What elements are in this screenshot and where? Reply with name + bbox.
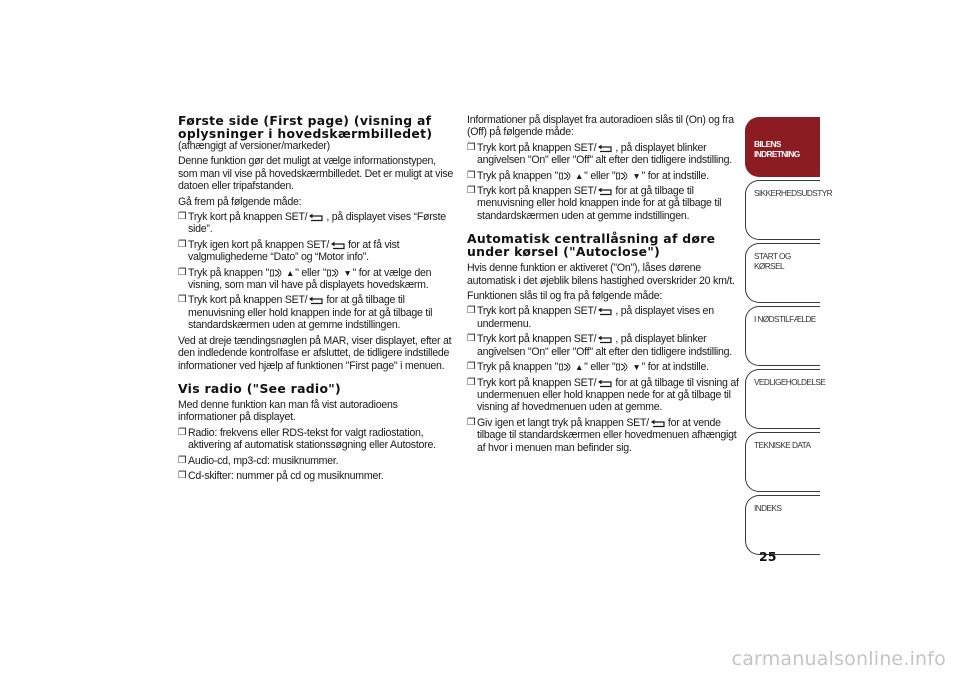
- paragraph: Funktionen slås til og fra på følgende måde:: [467, 290, 663, 303]
- set-return-icon: [597, 307, 614, 316]
- paragraph: Informationer på displayet fra autoradioen slås til (On) og fra (Off) på følgende måde:: [467, 114, 734, 139]
- step-list: [467, 305, 743, 453]
- checkbox-icon: ❒: [467, 185, 476, 197]
- list-item: ❒ Cd-skifter: nummer på cd og musiknummer.: [178, 469, 384, 482]
- paragraph: Hvis denne funktion er aktiveret ("On"), låses dørene automatisk i det øjeblik bilens hastighed overskrider 20 km/t.: [467, 262, 735, 287]
- left-column: [178, 114, 454, 485]
- checkbox-icon: ❒: [467, 333, 476, 345]
- list-item: ❒ Tryk på knappen " ▲" eller " ▼" for at indstille.: [467, 169, 709, 182]
- checkbox-icon: ❒: [178, 211, 187, 223]
- menu-key-icon: [616, 362, 630, 372]
- checkbox-icon: ❒: [467, 376, 476, 388]
- up-arrow-icon: ▲: [574, 362, 584, 373]
- set-return-icon: [330, 241, 347, 250]
- checkbox-icon: ❒: [178, 266, 187, 278]
- set-return-icon: [597, 335, 614, 344]
- tab-label: I NØDSTILFÆLDE: [754, 314, 816, 324]
- tab-i-nodstilfaelde[interactable]: [745, 306, 820, 366]
- menu-key-icon: [616, 171, 630, 181]
- radio-list: [178, 427, 454, 483]
- list-item: ❒ Radio: frekvens eller RDS-tekst for valgt radiostation, aktivering af automatisk stationssøgning eller Autostore.: [178, 426, 436, 452]
- list-item: ❒ Audio-cd, mp3-cd: musiknummer.: [178, 454, 339, 467]
- checkbox-icon: ❒: [178, 294, 187, 306]
- page-number: 25: [759, 549, 777, 564]
- list-item: ❒ Tryk kort på knappen SET/ for at gå tilbage til menuvisning eller hold knappen inde for at gå tilbage til standardskærmen uden at gemme indstillingen.: [467, 185, 722, 222]
- menu-key-icon: [559, 171, 573, 181]
- list-item: ❒ Tryk kort på knappen SET/ , på displayet vises “Første side”.: [178, 211, 446, 236]
- paragraph: Gå frem på følgende måde:: [178, 195, 302, 208]
- checkbox-icon: ❒: [178, 454, 187, 466]
- up-arrow-icon: ▲: [285, 267, 295, 278]
- step-list: [178, 211, 454, 332]
- tab-vedligeholdelse[interactable]: [745, 369, 826, 429]
- tab-start-og-korsel[interactable]: [745, 243, 820, 303]
- list-item: ❒ Tryk kort på knappen SET/ for at gå tilbage til menuvisning eller hold knappen inde for at gå tilbage til standardskærmen uden at gemme indstillingen.: [178, 294, 433, 332]
- tab-label: START OG KØRSEL: [754, 251, 791, 271]
- list-item: ❒ Tryk på knappen " ▲" eller " ▼" for at indstille.: [467, 361, 709, 374]
- set-return-icon: [650, 419, 667, 428]
- tab-label: INDEKS: [754, 503, 782, 513]
- tab-label: VEDLIGEHOLDELSE: [754, 377, 826, 387]
- paragraph: Denne funktion gør det muligt at vælge informationstypen, som man vil vise på hovedskærmbilledet. Det er muligt at vise datoen eller tripafstanden.: [178, 155, 454, 193]
- section-heading-autoclose: Automatisk centrallåsning af døre under kørsel ("Autoclose"): [467, 231, 716, 260]
- tab-tekniske-data[interactable]: [745, 432, 820, 492]
- list-item: ❒ Tryk på knappen " ▲" eller " ▼" for at vælge den visning, som man vil have på displayets hovedskærm.: [178, 266, 432, 292]
- paragraph: Ved at dreje tændingsnøglen på MAR, viser displayet, efter at den indledende kontrolfase er afsluttet, de tidligere indstillede informationer ved hjælp af funktionen "First page" i menuen.: [178, 334, 452, 372]
- tab-label: TEKNISKE DATA: [754, 440, 811, 450]
- checkbox-icon: ❒: [467, 305, 476, 317]
- list-item: ❒ Giv igen et langt tryk på knappen SET/ for at vende tilbage til standardskærmen eller hovedmenuen afhængigt af hvor i menuen man befinder sig.: [467, 416, 737, 454]
- right-column: [467, 114, 743, 457]
- list-item: ❒ Tryk kort på knappen SET/ , på displayet blinker angivelsen "On" eller "Off" alt efter den tidligere indstilling.: [467, 141, 733, 167]
- down-arrow-icon: ▼: [632, 170, 641, 181]
- paragraph: Med denne funktion kan man få vist autoradioens informationer på displayet.: [178, 398, 398, 424]
- checkbox-icon: ❒: [467, 416, 476, 428]
- tab-sikkerhedsudstyr[interactable]: [745, 180, 832, 240]
- tab-bilens-indretning[interactable]: [745, 117, 820, 177]
- section-subheading: (afhængigt af versioner/markeder): [178, 140, 330, 152]
- menu-key-icon: [270, 268, 284, 278]
- chapter-tabs: [745, 117, 832, 558]
- tab-label: SIKKERHEDSUDSTYR: [754, 188, 832, 198]
- menu-key-icon: [559, 362, 573, 372]
- set-return-icon: [597, 144, 614, 153]
- section-heading-see-radio: Vis radio ("See radio"): [178, 380, 342, 396]
- list-item: ❒ Tryk kort på knappen SET/ , på displayet blinker angivelsen "On" eller "Off" alt efter den tidligere indstilling.: [467, 333, 733, 358]
- step-list: [467, 142, 743, 222]
- up-arrow-icon: ▲: [574, 170, 584, 181]
- watermark: carmanualsonline.info: [731, 648, 946, 670]
- list-item: ❒ Tryk kort på knappen SET/ for at gå tilbage til visning af undermenuen eller hold knappen nede for at gå tilbage til visning af hovedmenuen uden at gemme.: [467, 376, 739, 414]
- checkbox-icon: ❒: [467, 141, 476, 153]
- down-arrow-icon: ▼: [343, 267, 352, 278]
- menu-key-icon: [327, 268, 341, 278]
- checkbox-icon: ❒: [178, 469, 187, 481]
- set-return-icon: [308, 296, 325, 305]
- set-return-icon: [597, 187, 614, 196]
- set-return-icon: [597, 379, 614, 388]
- section-heading-first-page: Første side (First page) (visning af oplysninger i hovedskærmbilledet): [178, 113, 433, 141]
- checkbox-icon: ❒: [178, 238, 187, 250]
- checkbox-icon: ❒: [467, 361, 476, 373]
- down-arrow-icon: ▼: [632, 362, 641, 373]
- list-item: ❒ Tryk kort på knappen SET/ , på displayet vises en undermenu.: [467, 305, 714, 330]
- tab-label: BILENS INDRETNING: [754, 139, 800, 159]
- tab-indeks[interactable]: [745, 495, 820, 555]
- set-return-icon: [308, 213, 325, 222]
- checkbox-icon: ❒: [467, 169, 476, 181]
- list-item: ❒ Tryk igen kort på knappen SET/ for at få vist valgmulighederne “Dato” og “Motor info”.: [178, 238, 400, 264]
- checkbox-icon: ❒: [178, 426, 187, 438]
